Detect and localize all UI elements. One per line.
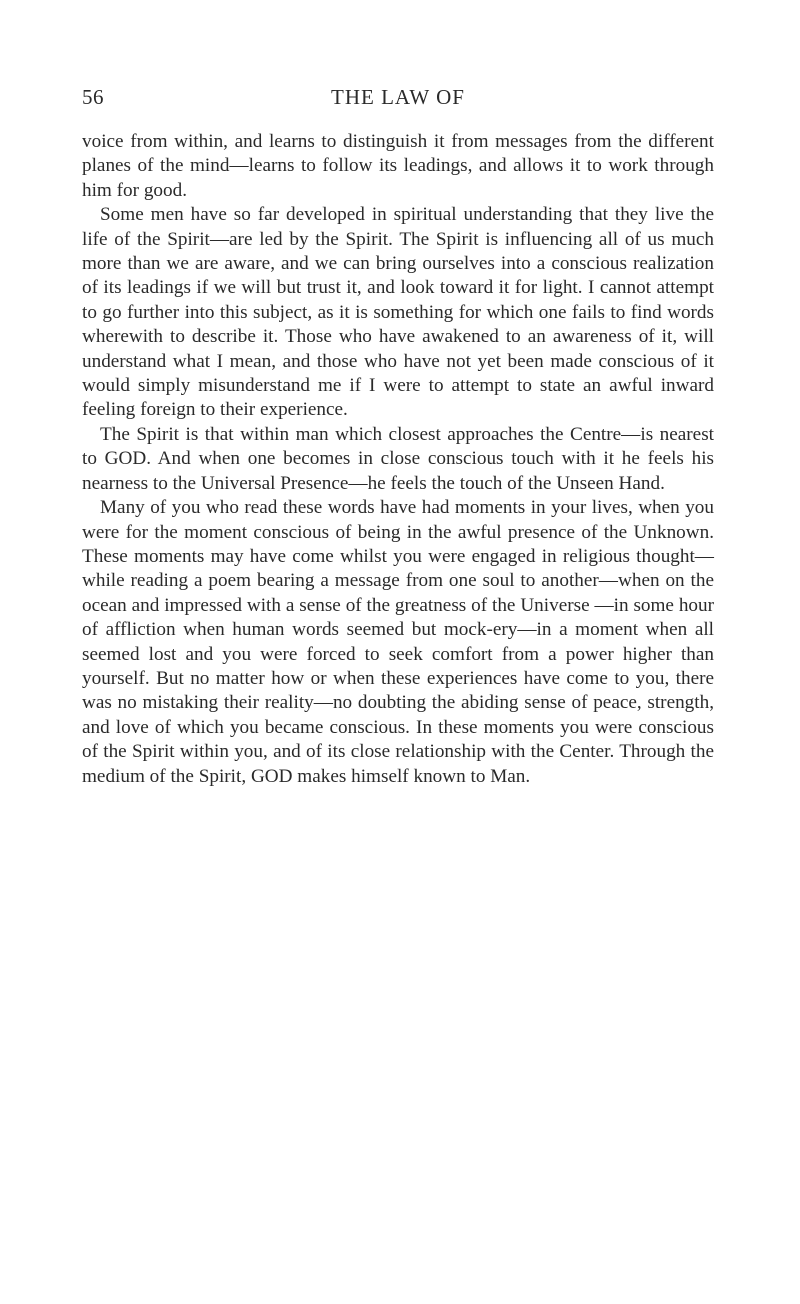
running-head [82,85,714,115]
paragraph-continuation: voice from within, and learns to distinguish it from messages from the different planes of the mind—learns to follow its leadings, and allows it to work through him for good. [82,131,714,201]
paragraph-spirit-centre: The Spirit is that within man which closest approaches the Centre—is nearest to GOD. And when one becomes in close conscious touch with it he feels his nearness to the Universal Presence—he feels the touch of the Unseen Hand. [82,423,714,494]
running-title: THE LAW OF [331,85,465,109]
book-page [82,85,714,789]
paragraph-moments: Many of you who read these words have had moments in your lives, when you were for the moment conscious of being in the awful presence of the Unknown. These moments may have come whilst you were engaged in religious thought—while reading a poem bearing a message from one soul to another—when on the ocean and impressed with a sense of the greatness of the Universe —in some hour of affliction when human words seemed but mock-ery—in a moment when all seemed lost and you were forced to seek comfort from a power higher than yourself. But no matter how or when these experiences have come to you, there was no mistaking their reality—no doubting the abiding sense of peace, strength, and love of which you became conscious. In these moments you were conscious of the Spirit within you, and of its close relationship with the Center. Through the medium of the Spirit, GOD makes himself known to Man. [82,497,714,787]
page-number: 56 [82,85,104,109]
body-text [82,130,714,789]
paragraph-spirit-leadings: Some men have so far developed in spiritual understanding that they live the life of the Spirit—are led by the Spirit. The Spirit is influencing all of us much more than we are aware, and we can bring ourselves into a conscious realization of its leadings if we will but trust it, and look toward it for light. I cannot attempt to go further into this subject, as it is something for which one fails to find words wherewith to describe it. Those who have awakened to an awareness of it, will understand what I mean, and those who have not yet been made conscious of it would simply misunderstand me if I were to attempt to state an awful inward feeling foreign to their experience. [82,204,714,421]
